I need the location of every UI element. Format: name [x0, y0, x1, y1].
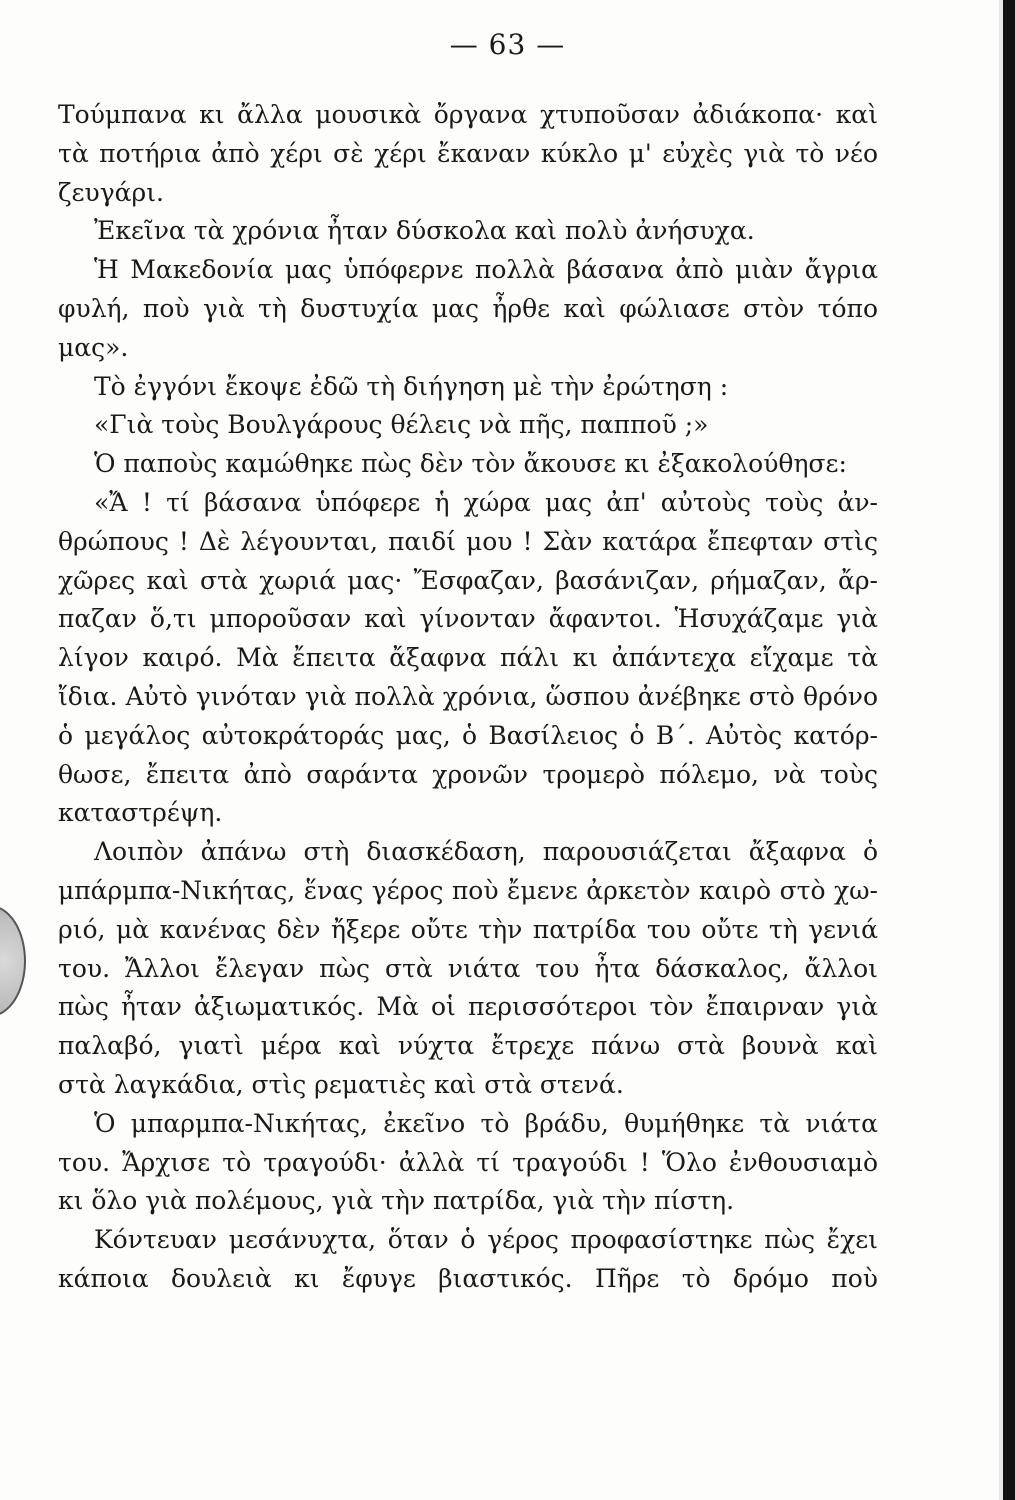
text-line: Ἡ Μακεδονία μας ὑπόφερνε πολλὰ βάσανα ἀπὸ μιὰν ἄγρια — [94, 255, 878, 285]
text-line: κι ὅλο γιὰ πολέμους, γιὰ τὴν πατρίδα, γιὰ τὴν πίστη. — [58, 1186, 735, 1216]
text-line: στὰ λαγκάδια, στὶς ρεματιὲς καὶ στὰ στενά. — [58, 1069, 624, 1099]
text-line: ἴδια. Αὐτὸ γινόταν γιὰ πολλὰ χρόνια, ὥσπου ἀνέβηκε στὸ θρόνο — [58, 681, 878, 711]
text-line: Ὁ παποὺς καμώθηκε πὼς δὲν τὸν ἄκουσε κι ἐξακολούθησε: — [94, 449, 847, 479]
text-line: Ἐκεῖνα τὰ χρόνια ἦταν δύσκολα καὶ πολὺ ἀνήσυχα. — [94, 216, 755, 246]
text-line: λίγον καιρό. Μὰ ἔπειτα ἄξαφνα πάλι κι ἀπάντεχα εἴχαμε τὰ — [58, 643, 878, 673]
text-line: κάποια δουλειὰ κι ἔφυγε βιαστικός. Πῆρε τὸ δρόμο ποὺ — [58, 1263, 878, 1293]
text-line: πὼς ἦταν ἀξιωματικός. Μὰ οἱ περισσότεροι τὸν ἔπαιρναν γιὰ — [58, 992, 878, 1022]
page-edge — [1003, 0, 1015, 1500]
body-text — [58, 96, 878, 1299]
text-line: ριό, μὰ κανένας δὲν ἤξερε οὔτε τὴν πατρίδα του οὔτε τὴ γενιά — [58, 914, 878, 944]
text-line: του. Ἄλλοι ἔλεγαν πὼς στὰ νιάτα του ἦτα δάσκαλος, ἄλλοι — [58, 953, 878, 983]
text-line: Ὁ μπαρμπα-Νικήτας, ἐκεῖνο τὸ βράδυ, θυμήθηκε τὰ νιάτα — [94, 1108, 878, 1138]
text-line: Τὸ ἐγγόνι ἔκοψε ἐδῶ τὴ διήγηση μὲ τὴν ἐρώτηση : — [94, 371, 729, 401]
text-line: μπάρμπα-Νικήτας, ἕνας γέρος ποὺ ἔμενε ἀρκετὸν καιρὸ στὸ χω- — [58, 875, 878, 905]
text-line: τὰ ποτήρια ἀπὸ χέρι σὲ χέρι ἔκαναν κύκλο μ' εὐχὲς γιὰ τὸ νέο — [58, 138, 878, 168]
text-line: θρώπους ! Δὲ λέγουνται, παιδί μου ! Σὰν κατάρα ἔπεφταν στὶς — [58, 526, 878, 556]
text-line: ὁ μεγάλος αὐτοκράτοράς μας, ὁ Βασίλειος ὁ Β΄. Αὐτὸς κατόρ- — [58, 720, 878, 750]
text-line: του. Ἄρχισε τὸ τραγούδι· ἀλλὰ τί τραγούδι ! Ὅλο ἐνθουσιαμὸ — [58, 1147, 878, 1177]
text-line: καταστρέψη. — [58, 798, 223, 828]
text-line: θωσε, ἔπειτα ἀπὸ σαράντα χρονῶν τρομερὸ πόλεμο, νὰ τοὺς — [58, 759, 878, 789]
text-line: «Γιὰ τοὺς Βουλγάρους θέλεις νὰ πῆς, παπποῦ ;» — [94, 410, 709, 440]
text-line: χῶρες καὶ στὰ χωριά μας· Ἔσφαζαν, βασάνιζαν, ρήμαζαν, ἄρ- — [58, 565, 878, 595]
text-line: Λοιπὸν ἀπάνω στὴ διασκέδαση, παρουσιάζεται ἄξαφνα ὁ — [94, 837, 878, 867]
binding-hole — [0, 905, 26, 1017]
text-line: Τούμπανα κι ἄλλα μουσικὰ ὄργανα χτυποῦσαν ἀδιάκοπα· καὶ — [58, 100, 878, 129]
text-line: φυλή, ποὺ γιὰ τὴ δυστυχία μας ἦρθε καὶ φώλιασε στὸν τόπο — [58, 293, 878, 323]
text-line: ζευγάρι. — [58, 177, 164, 207]
text-line: παλαβό, γιατὶ μέρα καὶ νύχτα ἔτρεχε πάνω στὰ βουνὰ καὶ — [58, 1031, 878, 1061]
text-line: Κόντευαν μεσάνυχτα, ὅταν ὁ γέρος προφασίστηκε πὼς ἔχει — [94, 1225, 878, 1255]
text-line: μας». — [58, 332, 129, 362]
page-number: — 63 — — [449, 28, 566, 61]
text-line: «Ἄ ! τί βάσανα ὑπόφερε ἡ χώρα μας ἀπ' αὐτοὺς τοὺς ἀν- — [94, 487, 878, 517]
text-line: παζαν ὅ,τι μποροῦσαν καὶ γίνονταν ἄφαντοι. Ἡσυχάζαμε γιὰ — [58, 604, 878, 634]
